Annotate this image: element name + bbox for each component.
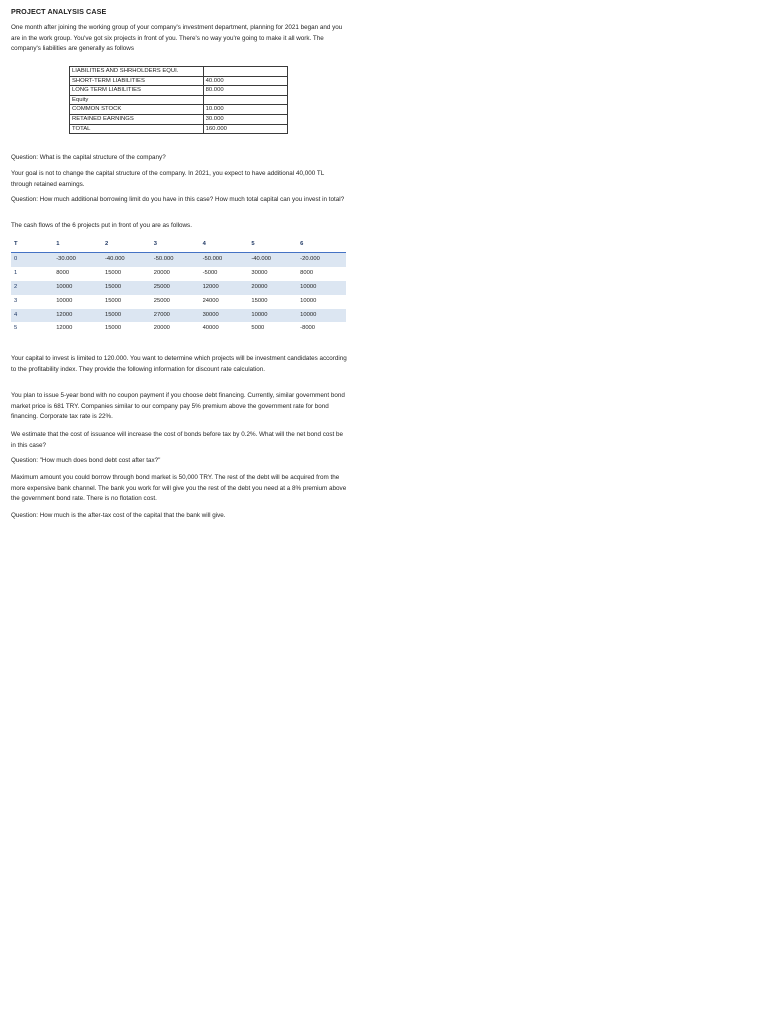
cash-flow-cell: -30.000 (53, 252, 102, 266)
cash-flow-cell: -40.000 (102, 252, 151, 266)
question-capital-structure: Question: What is the capital structure of the company? (11, 154, 166, 161)
balance-sheet-row (70, 76, 288, 86)
balance-sheet-value: 160.000 (203, 124, 287, 134)
balance-sheet-row (70, 67, 288, 77)
period-cell: 4 (11, 309, 53, 323)
balance-sheet-label: RETAINED EARNINGS (70, 114, 204, 124)
cash-flow-cell: 10000 (53, 281, 102, 295)
balance-sheet-row (70, 114, 288, 124)
cash-flow-cell: -8000 (300, 325, 315, 332)
cash-flow-cell: 10000 (297, 309, 346, 323)
table-row (11, 267, 346, 281)
cash-flow-cell: 15000 (251, 297, 268, 304)
balance-sheet-row (70, 95, 288, 105)
cash-flow-cell: 10000 (300, 297, 317, 304)
cash-flow-cell: 15000 (102, 309, 151, 323)
issuance-cost-paragraph: We estimate that the cost of issuance will increase the cost of bonds before tax by 0.2%. What will the net bond cost be in this case? (11, 431, 344, 449)
balance-sheet-value: 80.000 (203, 86, 287, 96)
balance-sheet-table (69, 66, 288, 134)
cash-flow-cell: 8000 (56, 269, 70, 276)
cash-flow-cell: -40.000 (248, 252, 297, 266)
cash-flow-cell: 5000 (251, 325, 265, 332)
balance-sheet-label: TOTAL (70, 124, 204, 134)
cash-flow-cell: 40000 (202, 325, 219, 332)
cash-flow-cell: 10000 (248, 309, 297, 323)
max-borrowing-paragraph: Maximum amount you could borrow through bond market is 50,000 TRY. The rest of the debt will be acquired from the more expensive bank channel. The bank you work for will give you the rest of the debt you need at a 8% premium above the government bond rate. There is no flotation cost. (11, 474, 347, 503)
document-title: PROJECT ANALYSIS CASE (11, 7, 107, 16)
balance-sheet-label: SHORT-TERM LIABILITIES (70, 76, 204, 86)
period-cell: 1 (14, 269, 18, 276)
balance-sheet-value: 30.000 (203, 114, 287, 124)
cash-flow-cell: 15000 (104, 269, 122, 276)
table-row (11, 281, 346, 295)
period-header: T (11, 238, 53, 252)
cash-flow-cell: -20.000 (297, 252, 346, 266)
cash-flow-cell: 20000 (153, 325, 170, 332)
cash-flow-cell: 24000 (202, 297, 219, 304)
capital-limit-paragraph: Your capital to invest is limited to 120.000. You want to determine which projects will be investment candidates according to the profitability index. They provide the following information for discount rate calculation. (11, 355, 347, 373)
project-header: 1 (53, 238, 102, 252)
cash-flow-cell: 25000 (153, 297, 170, 304)
balance-sheet-label: LONG TERM LIABILITIES (70, 86, 204, 96)
cash-flow-cell: -50.000 (200, 252, 249, 266)
table-row (11, 322, 346, 336)
cash-flow-cell: 15000 (104, 325, 122, 332)
cash-flow-cell: 20000 (153, 269, 170, 276)
cash-flow-cell: 10000 (297, 281, 346, 295)
cash-flow-cell: -5000 (202, 269, 218, 276)
cash-flow-cell: -50.000 (151, 252, 200, 266)
project-header: 4 (200, 238, 249, 252)
balance-sheet-value (203, 95, 287, 105)
question-bank-cost: Question: How much is the after-tax cost of the capital that the bank will give. (11, 512, 226, 519)
cash-flow-cell: 8000 (300, 269, 314, 276)
balance-sheet-value: 10.000 (203, 105, 287, 115)
question-borrowing-limit: Question: How much additional borrowing limit do you have in this case? How much total capital can you invest in total? (11, 196, 345, 203)
cash-flow-cell: 25000 (151, 281, 200, 295)
intro-paragraph: One month after joining the working group of your company's investment department, planning for 2021 began and you are in the work group. You've got six projects in front of you. There's no way you're going to make it all work. The company's liabilities are generally as follows (11, 24, 343, 53)
cash-flow-header-row (11, 238, 346, 252)
period-cell: 0 (11, 252, 53, 266)
balance-sheet-row (70, 124, 288, 134)
project-header: 5 (248, 238, 297, 252)
period-cell: 5 (14, 325, 18, 332)
cash-flow-table (11, 238, 346, 336)
cash-flow-cell: 30000 (251, 269, 268, 276)
balance-sheet-value (203, 67, 287, 77)
cash-flow-cell: 27000 (151, 309, 200, 323)
question-bond-cost: Question: "How much does bond debt cost after tax?" (11, 457, 161, 464)
balance-sheet-label: Equity (70, 95, 204, 105)
table-row (11, 309, 346, 323)
goal-paragraph: Your goal is not to change the capital structure of the company. In 2021, you expect to have additional 40,000 TL through retained earnings. (11, 170, 324, 188)
balance-sheet-value: 40.000 (203, 76, 287, 86)
project-header: 2 (102, 238, 151, 252)
cash-flow-cell: 12000 (53, 309, 102, 323)
cash-flow-intro: The cash flows of the 6 projects put in front of you are as follows. (11, 222, 192, 229)
cash-flow-cell: 20000 (248, 281, 297, 295)
cash-flow-cell: 30000 (200, 309, 249, 323)
project-header: 3 (151, 238, 200, 252)
cash-flow-cell: 12000 (56, 325, 73, 332)
period-cell: 3 (14, 297, 18, 304)
balance-sheet-label: COMMON STOCK (70, 105, 204, 115)
project-header: 6 (297, 238, 346, 252)
table-row (11, 295, 346, 309)
cash-flow-cell: 15000 (104, 297, 122, 304)
balance-sheet-row (70, 86, 288, 96)
balance-sheet-row (70, 105, 288, 115)
bond-plan-paragraph: You plan to issue 5-year bond with no coupon payment if you choose debt financing. Currently, similar government bond market price is 681 TRY. Companies similar to our company pay 5% premium above the government rate for bond financing. Corporate tax rate is 22%. (11, 392, 345, 421)
balance-sheet-label: LIABILITIES AND SHRHOLDERS EQUI. (70, 67, 204, 77)
period-cell: 2 (11, 281, 53, 295)
cash-flow-cell: 12000 (200, 281, 249, 295)
table-row (11, 252, 346, 266)
cash-flow-cell: 10000 (56, 297, 73, 304)
cash-flow-cell: 15000 (102, 281, 151, 295)
